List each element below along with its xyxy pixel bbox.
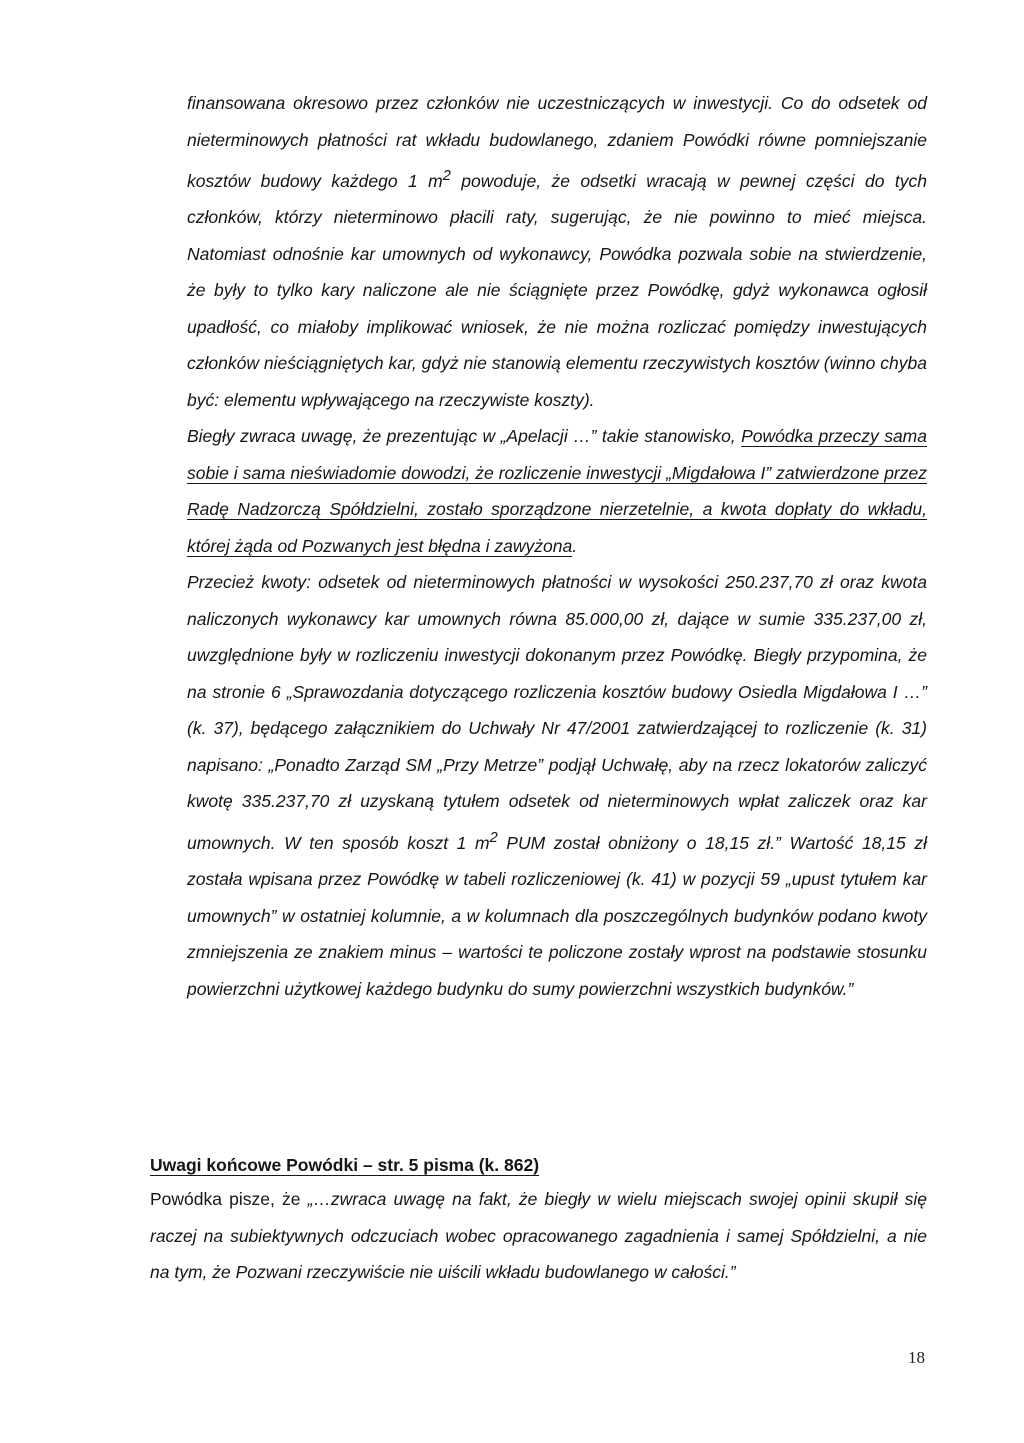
superscript: 2: [442, 168, 451, 184]
paragraph-expert-remark: [187, 418, 927, 564]
section-heading: Uwagi końcowe Powódki – str. 5 pisma (k. 862): [150, 1155, 540, 1175]
text-run: .: [572, 535, 578, 556]
page-number: 18: [908, 1348, 925, 1367]
text-run: Biegły zwraca uwagę, że prezentując w „Apelacji …” takie stanowisko,: [187, 426, 742, 447]
text-run: PUM został obniżony o 18,15 zł.” Wartość 18,15 zł została wpisana przez Powódkę w tabeli rozliczeniowej (k. 41) w pozycji 59 „upust tytułem kar umownych” w ostatniej kolumnie, a w kolumnach dla poszczególnych budynków podano kwoty zmniejszenia ze znakiem minus – wartości te policzone zostały wprost na podstawie stosunku powierzchni użytkowej każdego budynku do sumy powierzchni wszystkich budynków.”: [187, 832, 927, 999]
superscript: 2: [489, 829, 498, 846]
text-run: finansowana okresowo przez członków nie uczestniczących w inwestycji. Co do odsetek od nieterminowych płatności rat wkładu budowlanego, zdaniem Powódki równe pomniejszanie kosztów budowy każdego 1 m: [187, 93, 927, 191]
underlined-statement: Powódka przeczy sama sobie i sama nieświadomie dowodzi, że rozliczenie inwestycji „Migdałowa I” zatwierdzone przez Radę Nadzorczą Spółdzielni, zostało sporządzone nierzetelnie, a kwota dopłaty do wkładu, której żąda od Pozwanych jest błędna i zawyżona: [187, 426, 927, 556]
quoted-expert-text: [187, 85, 927, 1007]
quoted-claim: „…zwraca uwagę na fakt, że biegły w wielu miejscach swojej opinii skupił się raczej na subiektywnych odczuciach wobec opracowanego zagadnienia i samej Spółdzielni, a nie na tym, że Pozwani rzeczywiście nie uiścili wkładu budowlanego w całości.”: [150, 1189, 927, 1282]
paragraph-interest-and-penalties: [187, 85, 927, 418]
paragraph-amounts: [187, 564, 927, 1007]
text-run: powoduje, że odsetki wracają w pewnej części do tych członków, którzy nieterminowo płacili raty, sugerując, że nie powinno to mieć miejsca. Natomiast odnośnie kar umownych od wykonawcy, Powódka pozwala sobie na stwierdzenie, że były to tylko kary naliczone ale nie ściągnięte przez Powódkę, gdyż wykonawca ogłosił upadłość, co miałoby implikować wniosek, że nie można rozliczać pomiędzy inwestujących członków nieściągniętych kar, gdyż nie stanowią elementu rzeczywistych kosztów (winno chyba być: elementu wpływającego na rzeczywiste koszty).: [187, 170, 927, 410]
text-run: Przecież kwoty: odsetek od nieterminowych płatności w wysokości 250.237,70 zł oraz kwota naliczonych wykonawcy kar umownych równa 85.000,00 zł, dające w sumie 335.237,00 zł, uwzględnione były w rozliczeniu inwestycji dokonanym przez Powódkę. Biegły przypomina, że na stronie 6 „Sprawozdania dotyczącego rozliczenia kosztów budowy Osiedla Migdałowa I …” (k. 37), będącego załącznikiem do Uchwały Nr 47/2001 zatwierdzającej to rozliczenie (k. 31) napisano: „Ponadto Zarząd SM „Przy Metrze” podjął Uchwałę, aby na rzecz lokatorów zaliczyć kwotę 335.237,70 zł uzyskaną tytułem odsetek od nieterminowych wpłat zaliczek oraz kar umownych. W ten sposób koszt 1 m: [187, 572, 927, 853]
final-paragraph: [150, 1181, 927, 1291]
lead-text: Powódka pisze, że: [150, 1189, 308, 1209]
